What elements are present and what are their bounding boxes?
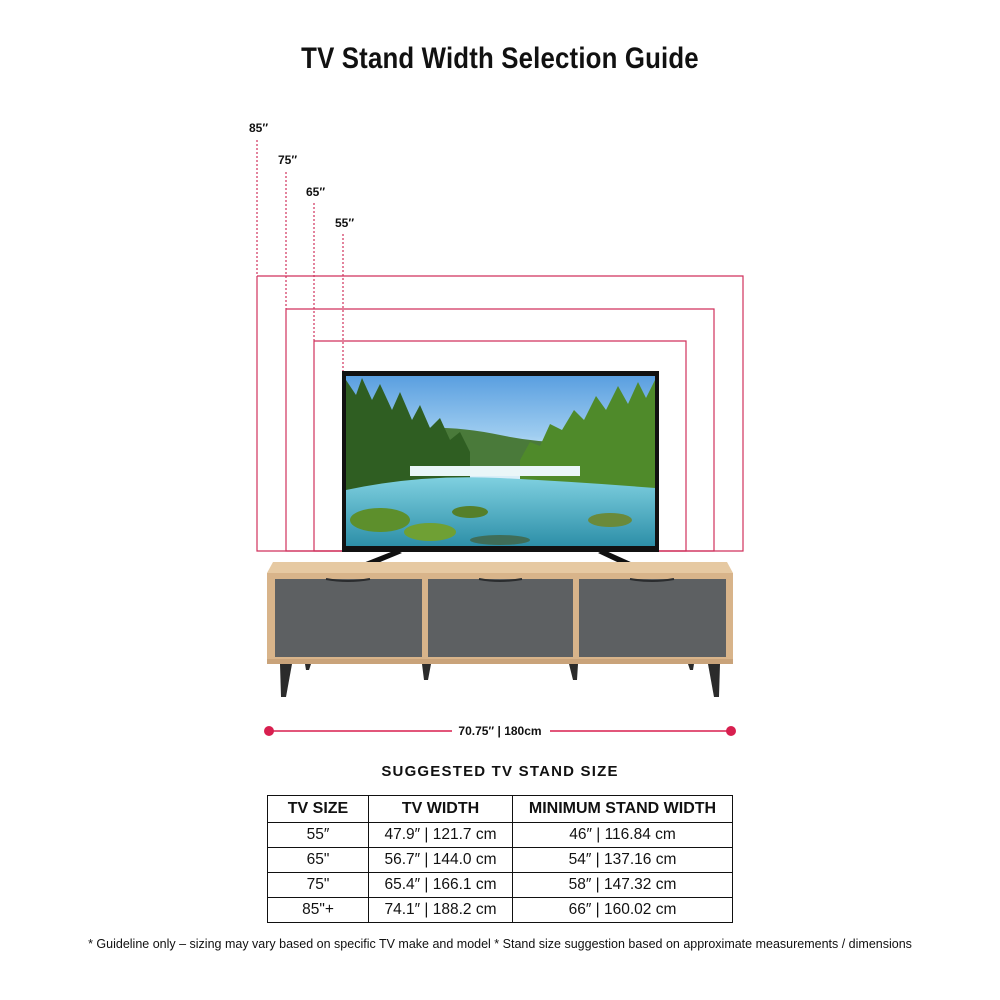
cell-tv-size: 75" (268, 873, 369, 898)
header-tv-size: TV SIZE (268, 796, 369, 823)
cell-tv-width: 47.9″ | 121.7 cm (369, 823, 513, 848)
page-title: TV Stand Width Selection Guide (301, 42, 699, 75)
suggested-size-table (267, 795, 733, 923)
cell-tv-width: 56.7″ | 144.0 cm (369, 848, 513, 873)
table-row (268, 848, 733, 873)
header-tv-width: TV WIDTH (369, 796, 513, 823)
size-label-55: 55″ (335, 216, 355, 230)
cell-min-stand-width: 66″ | 160.02 cm (513, 898, 733, 923)
stand-width-dimension (264, 724, 736, 738)
cell-min-stand-width: 58″ | 147.32 cm (513, 873, 733, 898)
header-min-stand-width: MINIMUM STAND WIDTH (513, 796, 733, 823)
table-row (268, 823, 733, 848)
table-row (268, 898, 733, 923)
size-label-75: 75″ (278, 153, 298, 167)
size-label-85: 85″ (249, 121, 269, 135)
table-header-row (268, 796, 733, 823)
cell-tv-width: 74.1″ | 188.2 cm (369, 898, 513, 923)
tv-stand-illustration (267, 562, 733, 697)
cell-tv-size: 55″ (268, 823, 369, 848)
cell-min-stand-width: 46″ | 116.84 cm (513, 823, 733, 848)
section-title: SUGGESTED TV STAND SIZE (381, 763, 619, 780)
cell-min-stand-width: 54″ | 137.16 cm (513, 848, 733, 873)
cell-tv-size: 65" (268, 848, 369, 873)
footnote: * Guideline only – sizing may vary based on specific TV make and model * Stand size suggestion based on approximate measurements / dimensions (88, 937, 912, 951)
tv-illustration (342, 371, 659, 569)
size-label-65: 65″ (306, 185, 326, 199)
stand-width-label: 70.75″ | 180cm (458, 724, 542, 738)
size-guide-55 (335, 216, 354, 372)
cell-tv-size: 85"+ (268, 898, 369, 923)
cell-tv-width: 65.4″ | 166.1 cm (369, 873, 513, 898)
table-row (268, 873, 733, 898)
